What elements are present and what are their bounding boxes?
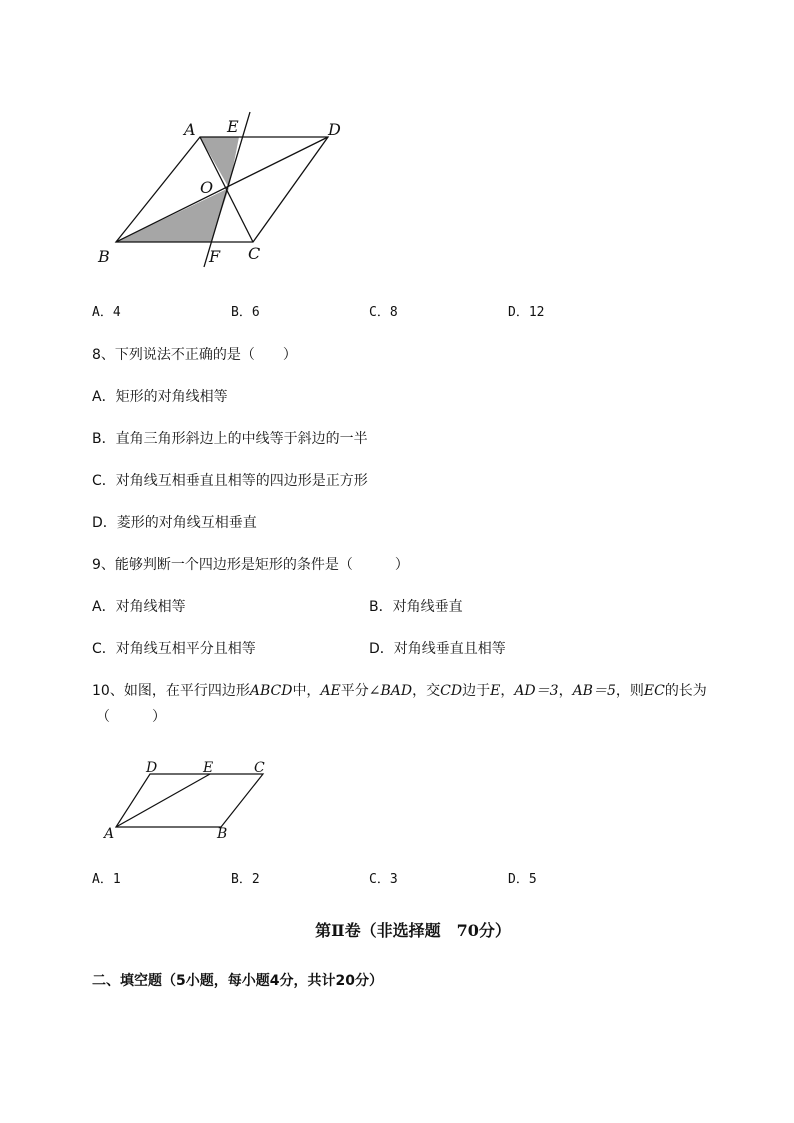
q9-stem: 9、能够判断一个四边形是矩形的条件是（ ） bbox=[92, 557, 409, 573]
q9-option-d[interactable]: D．对角线垂直且相等 bbox=[369, 641, 506, 657]
fig2-label-a: A bbox=[104, 826, 115, 842]
label-c: C bbox=[248, 244, 261, 263]
figure-parallelogram-abcd bbox=[100, 755, 280, 845]
q9-option-b[interactable]: B．对角线垂直 bbox=[369, 599, 463, 615]
q9-option-c[interactable]: C．对角线互相平分且相等 bbox=[92, 641, 256, 657]
label-e: E bbox=[227, 117, 239, 136]
q7-option-b[interactable]: B．6 bbox=[231, 305, 260, 320]
q10-option-a[interactable]: A．1 bbox=[92, 872, 121, 887]
segment-ae bbox=[116, 774, 210, 827]
q7-option-c[interactable]: C．8 bbox=[369, 305, 398, 320]
label-b: B bbox=[98, 247, 110, 266]
q10-blank: （ ） bbox=[96, 709, 166, 725]
q8-option-c[interactable]: C．对角线互相垂直且相等的四边形是正方形 bbox=[92, 473, 368, 489]
q9-option-a[interactable]: A．对角线相等 bbox=[92, 599, 186, 615]
q10-stem: 10、如图，在平行四边形ABCD中，AE平分∠BAD，交CD边于E，AD＝3，AB＝5，则EC的长为 bbox=[92, 683, 707, 699]
label-a: A bbox=[184, 120, 196, 139]
q8-stem: 8、下列说法不正确的是（ ） bbox=[92, 347, 297, 363]
fig2-label-b: B bbox=[217, 826, 228, 842]
label-f: F bbox=[209, 247, 221, 266]
fig2-label-e: E bbox=[203, 760, 214, 776]
fig2-label-d: D bbox=[146, 760, 158, 776]
q8-option-d[interactable]: D．菱形的对角线互相垂直 bbox=[92, 515, 257, 531]
section2-title: 二、填空题（5小题，每小题4分，共计20分） bbox=[92, 973, 383, 989]
parallelogram-abcd-2 bbox=[116, 774, 263, 827]
q10-option-c[interactable]: C．3 bbox=[369, 872, 398, 887]
label-o: O bbox=[200, 178, 214, 197]
q7-option-a[interactable]: A．4 bbox=[92, 305, 121, 320]
figure-parallelogram-efo bbox=[90, 105, 370, 275]
q8-option-b[interactable]: B．直角三角形斜边上的中线等于斜边的一半 bbox=[92, 431, 368, 447]
part2-title: 第Ⅱ卷（非选择题 70分） bbox=[315, 921, 511, 940]
q10-option-d[interactable]: D．5 bbox=[508, 872, 537, 887]
q10-option-b[interactable]: B．2 bbox=[231, 872, 260, 887]
q8-option-a[interactable]: A．矩形的对角线相等 bbox=[92, 389, 228, 405]
fig2-label-c: C bbox=[254, 760, 265, 776]
label-d: D bbox=[328, 120, 341, 139]
q7-option-d[interactable]: D．12 bbox=[508, 305, 545, 320]
